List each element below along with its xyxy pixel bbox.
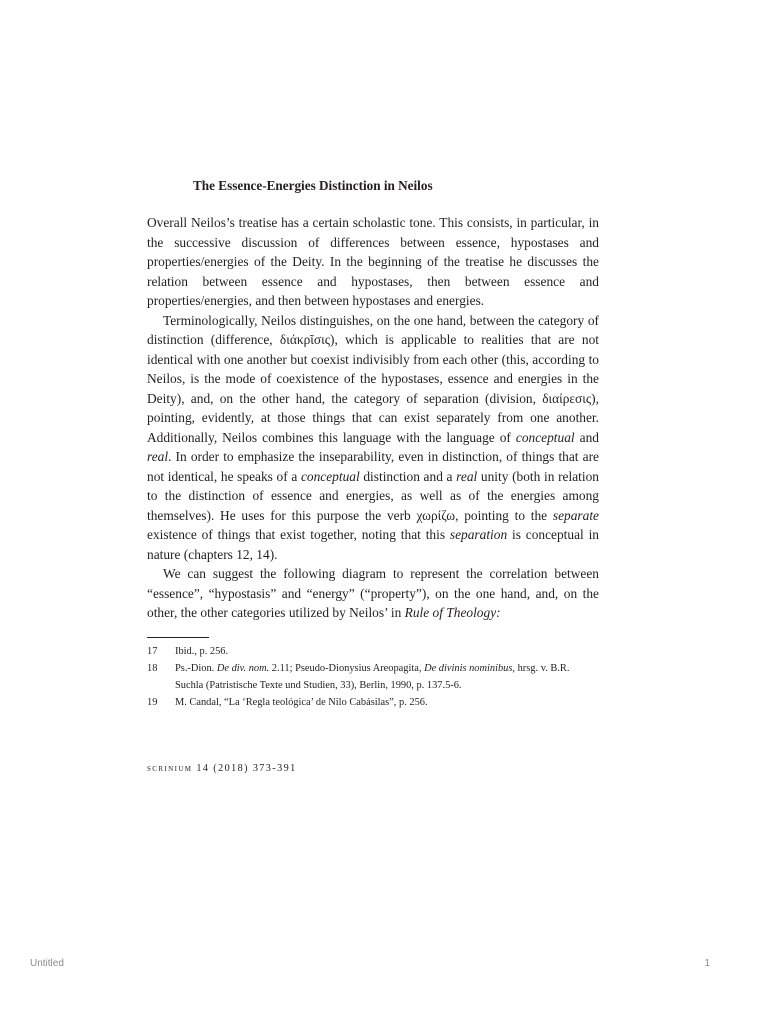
footnote: [147, 660, 599, 694]
paragraph-2: Terminologically, Neilos distinguishes, on the one hand, between the category of distinction (difference, διάκρῖσις), which is applicable to realities that are not identical with one another but coexist indivisibly from each other (this, according to Neilos, is the mode of coexistence of the hypostases, essence and energies in the Deity), and, on the other hand, the category of separation (division, διαίρεσις), pointing, evidently, at those things that can exist separately from one another. Additionally, Neilos combines this language with the language of conceptual and real. In order to emphasize the inseparability, even in distinction, of things that are not identical, he speaks of a conceptual distinction and a real unity (both in relation to the distinction of essence and energies, as well as of the energies among themselves). He uses for this purpose the verb χωρίζω, pointing to the separate existence of things that exist together, noting that this separation is conceptual in nature (chapters 12, 14).: [147, 312, 599, 562]
journal-citation: scrinium 14 (2018) 373-391: [147, 763, 297, 774]
viewer-page-number: 1: [704, 958, 710, 969]
footnote-number: 18: [147, 663, 158, 674]
paragraph-1: Overall Neilos’s treatise has a certain scholastic tone. This consists, in particular, in the successive discussion of differences between essence, hypostases and properties/energies of the Deity. In the beginning of the treatise he discusses the relation between essence and hypostases, then between essence and properties/energies, and then between hypostases and energies.: [147, 215, 599, 308]
paragraph-3: We can suggest the following diagram to represent the correlation between “essence”, “hypostasis” and “energy” (“property”), on the one hand, and, on the other, the other categories utilized by Neilos’ in Rule of Theology:: [147, 566, 599, 620]
footnote: [147, 694, 599, 711]
footnote-number: 19: [147, 697, 158, 708]
footnotes: [147, 643, 599, 711]
body-text: [147, 213, 599, 623]
footnote-text: M. Candal, “La ‘Regla teológica’ de Nilo Cabásilas”, p. 256.: [175, 697, 428, 708]
footnote: [147, 643, 599, 660]
footnote-number: 17: [147, 646, 158, 657]
viewer-document-title: Untitled: [30, 958, 64, 969]
section-heading: The Essence-Energies Distinction in Neilos: [193, 178, 433, 193]
footnote-divider: [147, 637, 209, 638]
footnote-text: Ibid., p. 256.: [175, 646, 229, 657]
footnote-text: Ps.-Dion. De div. nom. 2.11; Pseudo-Dionysius Areopagita, De divinis nominibus, hrsg. v. B.R. Suchla (Patristische Texte und Studien, 33), Berlin, 1990, p. 137.5-6.: [175, 663, 570, 691]
